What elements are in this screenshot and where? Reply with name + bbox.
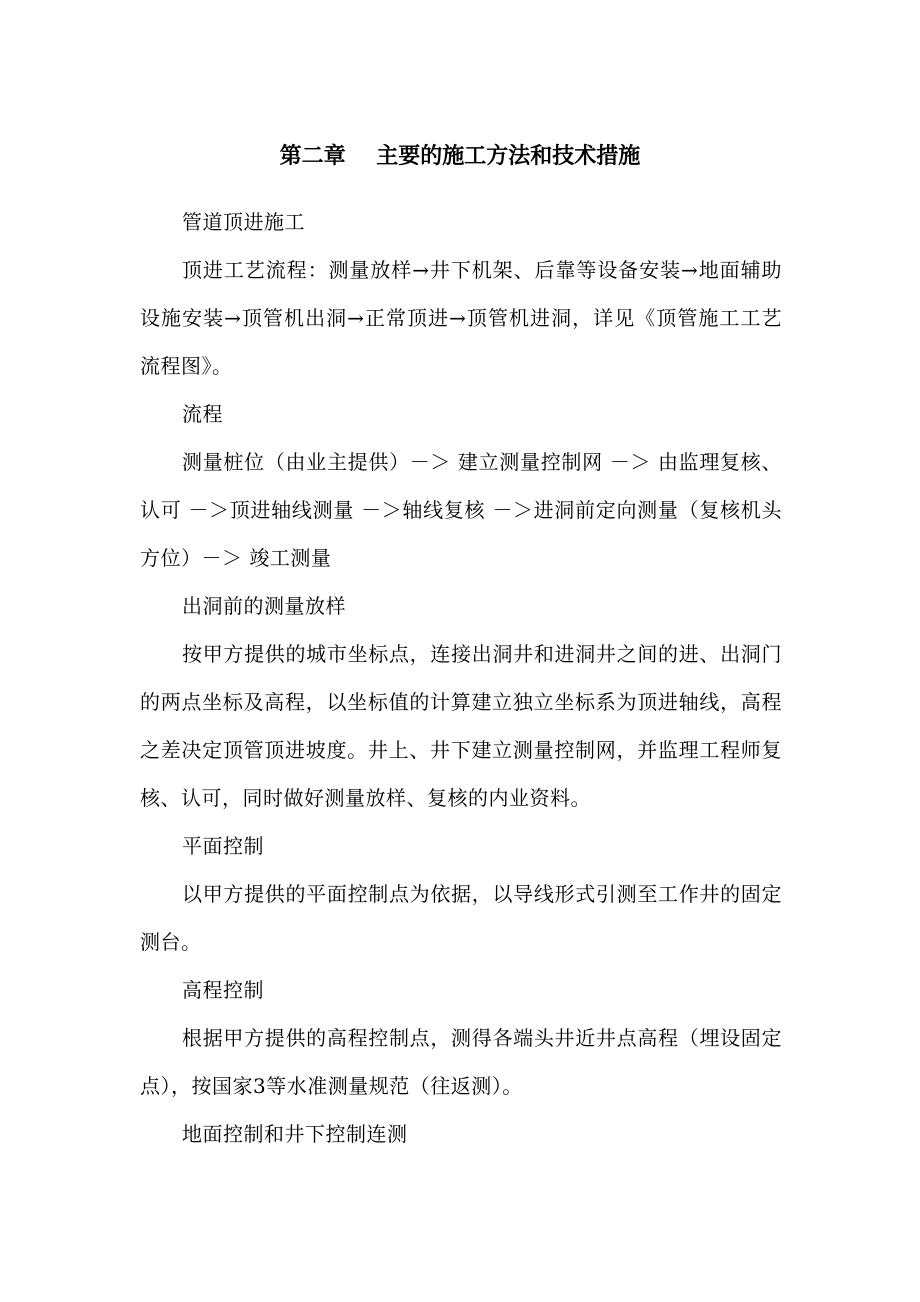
paragraph-elevation-control: 根据甲方提供的高程控制点，测得各端头井近井点高程（埋设固定点），按国家3等水准测量规范（往返测）。 (140, 1026, 782, 1098)
chapter-title: 第二章 主要的施工方法和技术措施 (279, 143, 641, 169)
paragraph-plane-control: 以甲方提供的平面控制点为依据，以导线形式引测至工作井的固定测台。 (140, 882, 782, 954)
heading-plane-control: 平面控制 (182, 834, 264, 858)
heading-elevation-control: 高程控制 (182, 978, 264, 1002)
paragraph-process-flow: 顶进工艺流程：测量放样→井下机架、后靠等设备安装→地面辅助设施安装→顶管机出洞→正常顶进→顶管机进洞，详见《顶管施工工艺流程图》。 (140, 258, 782, 378)
heading-survey-before-launch: 出洞前的测量放样 (182, 594, 346, 618)
document-body (140, 198, 782, 1158)
heading-pipe-jacking: 管道顶进施工 (182, 210, 305, 234)
paragraph-flow-steps: 测量桩位（由业主提供）－＞ 建立测量控制网 －＞ 由监理复核、认可 －＞顶进轴线测量 －＞轴线复核 －＞进洞前定向测量（复核机头方位）－＞ 竣工测量 (140, 450, 782, 570)
heading-flow: 流程 (182, 402, 223, 426)
heading-ground-underground-survey: 地面控制和井下控制连测 (182, 1122, 408, 1146)
paragraph-survey-before-launch: 按甲方提供的城市坐标点，连接出洞井和进洞井之间的进、出洞门的两点坐标及高程，以坐标值的计算建立独立坐标系为顶进轴线，高程之差决定顶管顶进坡度。井上、井下建立测量控制网，并监理工程师复核、认可，同时做好测量放样、复核的内业资料。 (140, 642, 782, 810)
